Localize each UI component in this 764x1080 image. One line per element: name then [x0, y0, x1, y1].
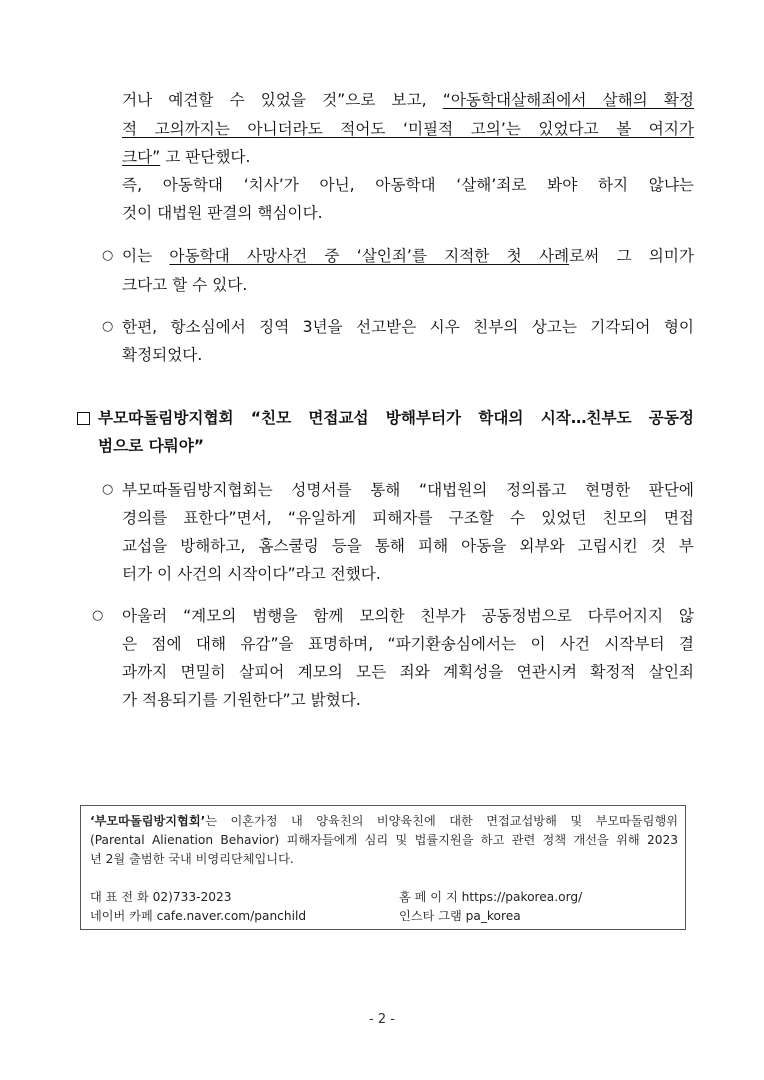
paragraph-line: 터가 이 사건의 시작이다”라고 전했다.: [122, 565, 381, 583]
homepage-link[interactable]: 홈 페 이 지 https://pakorea.org/: [399, 890, 583, 904]
instagram-link[interactable]: 인스타 그램 pa_korea: [399, 909, 521, 923]
org-name: ‘부모따돌림방지협회’: [90, 814, 206, 828]
paragraph-line: 부모따돌림방지협회는 성명서를 통해 “대법원의 정의롭고 현명한 판단에: [122, 481, 694, 499]
text-span: 이는: [122, 247, 170, 265]
paragraph-line: [122, 89, 694, 111]
paragraph-line: 경의를 표한다”면서, “유일하게 피해자를 구조할 수 있었던 친모의 면접: [122, 509, 694, 527]
paragraph-line: 한편, 항소심에서 징역 3년을 선고받은 시우 친부의 상고는 기각되어 형이: [122, 318, 694, 336]
paragraph-line: 가 적용되기를 기원한다”고 밝혔다.: [122, 691, 361, 709]
page-number: - 2 -: [369, 1012, 395, 1027]
paragraph-line: 은 점에 대해 유감”을 표명하며, “파기환송심에서는 이 사건 시작부터 결: [122, 635, 694, 653]
paragraph-line: 확정되었다.: [122, 346, 203, 364]
underlined-text: “아동학대살해죄에서 살해의 확정: [442, 91, 694, 109]
paragraph-line: 아울러 “계모의 범행을 함께 모의한 친부가 공동정범으로 다루어지지 않: [122, 607, 694, 625]
underlined-text: 크다”: [122, 148, 161, 166]
paragraph-line: 크다고 할 수 있다.: [122, 276, 248, 294]
paragraph-line: 과까지 면밀히 살피어 계모의 모든 죄와 계획성을 연관시켜 확정적 살인죄: [122, 663, 694, 681]
section-heading: 부모따돌림방지협회 “친모 면접교섭 방해부터가 학대의 시작…친부도 공동정: [98, 409, 694, 427]
section-heading: 범으로 다뤄야”: [98, 437, 205, 455]
info-line: 년 2월 출범한 국내 비영리단체입니다.: [90, 852, 294, 866]
circle-bullet-icon: ○: [92, 608, 104, 623]
text-span: 고 판단했다.: [165, 148, 251, 166]
organization-info-box: [80, 805, 686, 930]
paragraph-line: [122, 118, 694, 140]
underlined-text: 아동학대 사망사건 중 ‘살인죄’를 지적한 첫 사례: [169, 247, 570, 265]
circle-bullet-icon: ○: [102, 248, 114, 263]
info-line: (Parental Alienation Behavior) 피해자들에게 심리 및 법률지원을 하고 관련 정책 개선을 위해 2023: [90, 833, 678, 847]
text-span: 로써 그 의미가: [569, 247, 694, 265]
paragraph-line: [122, 146, 694, 168]
paragraph-line: 교섭을 방해하고, 홈스쿨링 등을 통해 피해 아동을 외부와 고립시킨 것 부: [122, 537, 694, 555]
naver-cafe-link[interactable]: 네이버 카페 cafe.naver.com/panchild: [90, 909, 307, 923]
paragraph-line: 즉, 아동학대 ‘치사’가 아닌, 아동학대 ‘살해’죄로 봐야 하지 않냐는: [122, 176, 694, 194]
text-span: 거나 예견할 수 있었을 것”으로 보고,: [122, 91, 443, 109]
paragraph-line: [122, 245, 694, 267]
info-line: [90, 812, 678, 830]
circle-bullet-icon: ○: [102, 319, 114, 334]
phone-number: 대 표 전 화 02)733-2023: [90, 890, 232, 904]
paragraph-line: 것이 대법원 판결의 핵심이다.: [122, 204, 323, 222]
square-bullet-icon: [77, 412, 90, 425]
circle-bullet-icon: ○: [102, 482, 114, 497]
underlined-text: 적 고의까지는 아니더라도 적어도 ‘미필적 고의’는 있었다고 볼 여지가: [122, 120, 694, 138]
text-span: 는 이혼가정 내 양육친의 비양육친에 대한 면접교섭방해 및 부모따돌림행위: [205, 814, 678, 828]
